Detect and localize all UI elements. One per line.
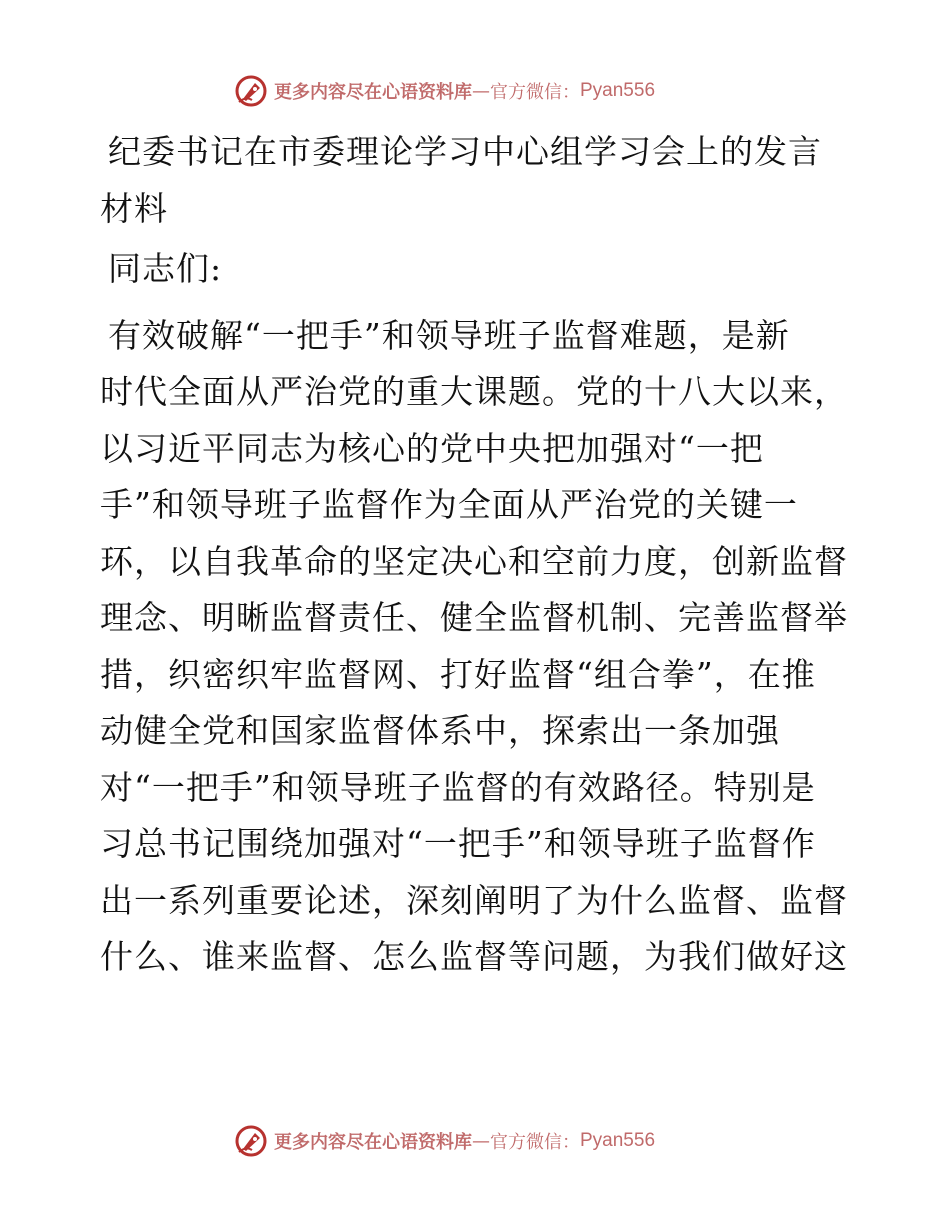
pen-nib-logo-icon	[234, 74, 268, 108]
greeting: 同志们:	[108, 249, 223, 288]
banner-dash: —	[472, 1130, 490, 1152]
title-line: 纪委书记在市委理论学习中心组学习会上的发言	[108, 132, 822, 171]
paragraph-line: 时代全面从严治党的重大课题。党的十八大以来，	[100, 372, 848, 411]
title-line: 材料	[100, 188, 168, 228]
footer-banner	[234, 1122, 655, 1160]
header-banner	[234, 72, 655, 110]
paragraph-line: 有效破解“一把手”和领导班子监督难题，是新	[108, 315, 790, 355]
banner-wechat-label: 官方微信：	[490, 1132, 580, 1153]
pen-nib-logo-icon	[234, 1124, 268, 1158]
banner-wechat-id: Pyan556	[580, 1130, 656, 1151]
paragraph-line: 出一系列重要论述，深刻阐明了为什么监督、监督	[100, 880, 848, 920]
paragraph-line: 措，织密织牢监督网、打好监督“组合拳”，在推	[100, 654, 816, 694]
banner-wechat-label: 官方微信：	[490, 82, 580, 103]
paragraph-line: 习总书记围绕加强对“一把手”和领导班子监督作	[100, 824, 816, 863]
document-body	[100, 124, 860, 986]
paragraph-line: 动健全党和国家监督体系中，探索出一条加强	[100, 711, 780, 750]
paragraph-line: 手”和领导班子监督作为全面从严治党的关键一	[100, 485, 798, 524]
paragraph-line: 对“一把手”和领导班子监督的有效路径。特别是	[100, 767, 816, 807]
banner-main-text: 更多内容尽在心语资料库	[274, 1132, 472, 1153]
document-title	[100, 124, 860, 237]
banner-dash: —	[472, 80, 490, 102]
banner-main-text: 更多内容尽在心语资料库	[274, 82, 472, 103]
paragraph-line: 什么、谁来监督、怎么监督等问题，为我们做好这	[100, 937, 848, 976]
paragraph	[100, 308, 860, 986]
paragraph-line: 环，以自我革命的坚定决心和空前力度，创新监督	[100, 541, 848, 581]
paragraph-line: 理念、明晰监督责任、健全监督机制、完善监督举	[100, 598, 848, 637]
banner-wechat-id: Pyan556	[580, 80, 656, 101]
paragraph-line: 以习近平同志为核心的党中央把加强对“一把	[100, 428, 764, 468]
